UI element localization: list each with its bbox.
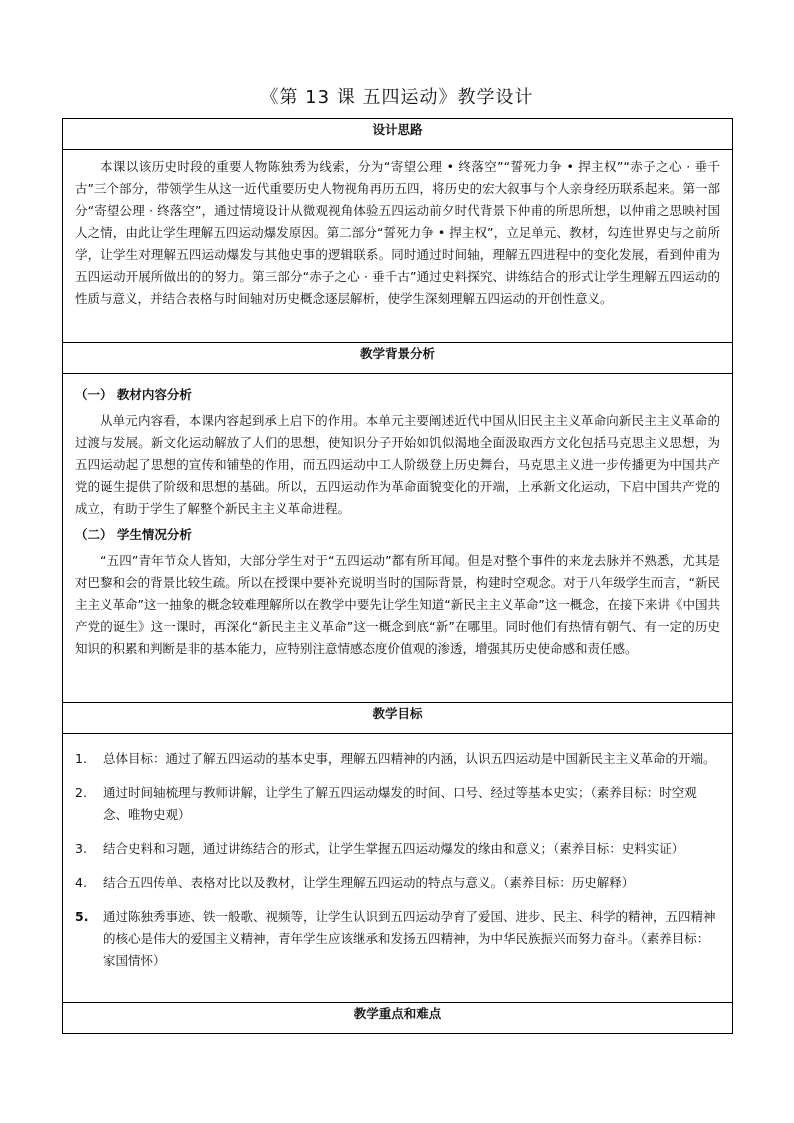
goal-item (75, 748, 720, 770)
textbook-analysis-text: 从单元内容看，本课内容起到承上启下的作用。本单元主要阐述近代中国从旧民主主义革命向新民主主义革命的过渡与发展。新文化运动解放了人们的思想，使知识分子开始如饥似渴地全面汲取西方文化包括马克思主义思想，为五四运动起了思想的宣传和铺垫的作用，而五四运动中工人阶级登上历史舞台，马克思主义进一步传播更为中国共产党的诞生提供了阶级和思想的基础。所以，五四运动作为革命面貌变化的开端，上承新文化运动，下启中国共产党的成立，有助于学生了解整个新民主主义革命进程。 (75, 413, 720, 516)
design-body-row (63, 150, 733, 343)
goal-item (75, 906, 720, 972)
goals-body-row (63, 734, 733, 1003)
goal-text: 通过时间轴梳理与教师讲解，让学生了解五四运动爆发的时间、口号、经过等基本史实；（素养目标：时空观念、唯物史观） (103, 785, 697, 822)
goal-number: 2. (75, 785, 87, 800)
lesson-plan-table (62, 118, 733, 1034)
document-title: 《第 13 课 五四运动》教学设计 (260, 87, 534, 108)
goal-number: 3. (75, 841, 87, 856)
goal-text: 总体目标：通过了解五四运动的基本史事，理解五四精神的内涵，认识五四运动是中国新民主主义革命的开端。 (103, 751, 716, 766)
goal-number: 5. (75, 909, 89, 924)
goals-heading: 教学目标 (63, 703, 733, 734)
keypoints-header-row (63, 1003, 733, 1034)
design-body-cell (63, 150, 733, 343)
goal-item (75, 838, 720, 860)
background-heading: 教学背景分析 (63, 343, 733, 374)
keypoints-heading: 教学重点和难点 (63, 1003, 733, 1034)
goal-text: 通过陈独秀事迹、铁一般歌、视频等，让学生认识到五四运动孕育了爱国、进步、民主、科学的精神，五四精神的核心是伟大的爱国主义精神，青年学生应该继承和发扬五四精神，为中华民族振兴而努力奋斗。（素养目标：家国情怀） (103, 909, 716, 968)
goal-text: 结合史料和习题，通过讲练结合的形式，让学生掌握五四运动爆发的缘由和意义；（素养目标：史料实证） (103, 841, 685, 856)
goals-list (75, 748, 720, 972)
background-header-row (63, 343, 733, 374)
background-body-row (63, 374, 733, 703)
background-body-cell (63, 374, 733, 703)
goals-header-row (63, 703, 733, 734)
goal-number: 4. (75, 875, 87, 890)
goal-item (75, 782, 720, 826)
design-text: 本课以该历史时段的重要人物陈独秀为线索，分为“寄望公理 • 终落空”“誓死力争 • 捍主权”“赤子之心 · 垂千古”三个部分，带领学生从这一近代重要历史人物视角再历五四，将历史的宏大叙事与个人亲身经历联系起来。第一部分“寄望公理 · 终落空”，通过情境设计从微观视角体验五四运动前夕时代背景下仲甫的所思所想，以仲甫之思映衬国人之情，由此让学生理解五四运动爆发原因。第二部分“誓死力争 • 捍主权”，立足单元、教材，勾连世界史与之前所学，让学生对理解五四运动爆发与其他史事的逻辑联系。同时通过时间轴，理解五四进程中的变化发展，看到仲甫为五四运动开展所做出的的努力。第三部分“赤子之心 · 垂千古”通过史料探究、讲练结合的形式让学生理解五四运动的性质与意义，并结合表格与时间轴对历史概念逐层解析，使学生深刻理解五四运动的开创性意义。 (75, 159, 720, 306)
goal-number: 1. (75, 751, 87, 766)
design-heading: 设计思路 (63, 119, 733, 150)
goal-item (75, 872, 720, 894)
student-analysis-subheading: （二） 学生情况分析 (75, 527, 192, 542)
textbook-analysis-subheading: （一） 教材内容分析 (75, 387, 192, 402)
student-analysis-text: “五四”青年节众人皆知，大部分学生对于“五四运动”都有所耳闻。但是对整个事件的来龙去脉并不熟悉，尤其是对巴黎和会的背景比较生疏。所以在授课中要补充说明当时的国际背景，构建时空观念。对于八年级学生而言，“新民主主义革命”这一抽象的概念较难理解所以在教学中要先让学生知道“新民主主义革命”这一概念，在接下来讲《中国共产党的诞生》这一课时，再深化“新民主主义革命”这一概念到底“新”在哪里。同时他们有热情有朝气、有一定的历史知识的积累和判断是非的基本能力，应特别注意情感态度价值观的渗透，增强其历史使命感和责任感。 (75, 553, 720, 656)
goal-text: 结合五四传单、表格对比以及教材，让学生理解五四运动的特点与意义。（素养目标：历史解释） (103, 875, 635, 890)
goals-body-cell (63, 734, 733, 1003)
design-header-row (63, 119, 733, 150)
